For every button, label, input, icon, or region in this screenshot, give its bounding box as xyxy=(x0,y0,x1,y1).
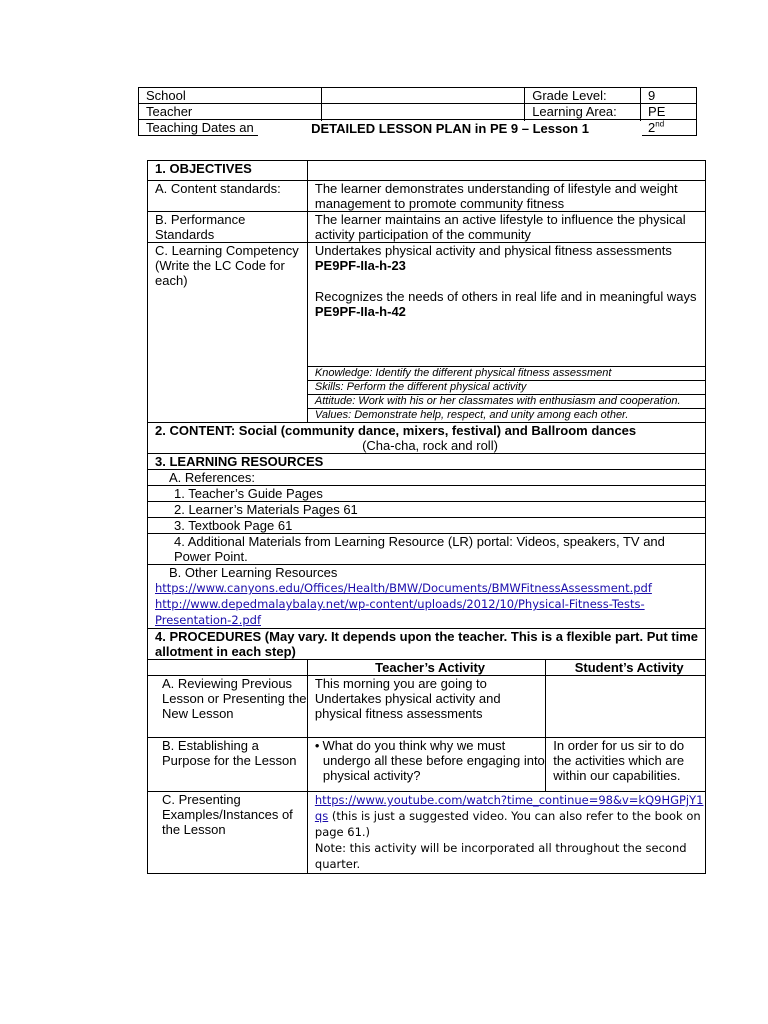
resource-link-deped[interactable]: http://www.depedmalaybalay.net/wp-content/uploads/2012/10/Physical-Fitness-Tests-Presentation-2.pdf xyxy=(155,597,645,627)
school-label: School xyxy=(139,88,322,104)
youtube-video-link[interactable]: https://www.youtube.com/watch?time_continue=98&v=kQ9HGPjY1qs xyxy=(314,793,704,823)
learning-competency-text: Undertakes physical activity and physical fitness assessments PE9PF-IIa-h-23 Recognizes the needs of others in real life and in meaningful ways PE9PF-IIa-h-42 xyxy=(307,243,705,367)
resource-link-canyons[interactable]: https://www.canyons.edu/Offices/Health/BMW/Documents/BMWFitnessAssessment.pdf xyxy=(155,581,652,595)
reference-4: 4. Additional Materials from Learning Resource (LR) portal: Videos, speakers, TV and Power Point. xyxy=(148,534,706,565)
procedure-b-teacher: • What do you think why we must undergo all these before engaging into physical activity? xyxy=(307,738,545,792)
document-title: DETAILED LESSON PLAN in PE 9 – Lesson 1 xyxy=(258,121,642,137)
procedure-c-label: C. Presenting Examples/Instances of the Lesson xyxy=(148,792,308,874)
procedure-c-teacher: https://www.youtube.com/watch?time_continue=98&v=kQ9HGPjY1qs (this is just a suggested video. You can also refer to the book on page 61.) Note: this activity will be incorporated all throughout the second quarter. xyxy=(307,792,705,874)
procedure-a-teacher: This morning you are going to Undertakes physical activity and physical fitness assessments xyxy=(307,676,545,738)
area-value: PE xyxy=(641,104,697,120)
reference-3: 3. Textbook Page 61 xyxy=(148,518,706,534)
lesson-table xyxy=(147,160,706,874)
objectives-heading: 1. OBJECTIVES xyxy=(148,161,308,181)
resources-heading: 3. LEARNING RESOURCES xyxy=(148,454,706,470)
skills-objective: Skills: Perform the different physical activity xyxy=(307,381,705,395)
procedure-b-label: B. Establishing a Purpose for the Lesson xyxy=(148,738,308,792)
reference-1: 1. Teacher’s Guide Pages xyxy=(148,486,706,502)
procedure-a-student xyxy=(546,676,706,738)
learning-competency-label: C. Learning Competency (Write the LC Code for each) xyxy=(148,243,308,423)
grade-label: Grade Level: xyxy=(525,88,641,104)
references-block: A. References: xyxy=(148,470,706,486)
procedure-b-student: In order for us sir to do the activities which are within our capabilities. xyxy=(546,738,706,792)
lc-code-1: PE9PF-IIa-h-23 xyxy=(314,258,406,273)
procedure-a-label: A. Reviewing Previous Lesson or Presenting the New Lesson xyxy=(148,676,308,738)
teacher-value xyxy=(321,104,525,120)
procedure-c-note: Note: this activity will be incorporated all throughout the second quarter. xyxy=(314,841,687,871)
student-activity-header: Student’s Activity xyxy=(546,660,706,676)
performance-standards-label: B. Performance Standards xyxy=(148,212,308,243)
other-resources: B. Other Learning Resources https://www.canyons.edu/Offices/Health/BMW/Documents/BMWFitnessAssessment.pdf http://www.depedmalaybalay.net/wp-content/uploads/2012/10/Physical-Fitness-Tests-Presentation-2.pdf xyxy=(148,565,706,629)
teacher-activity-header: Teacher’s Activity xyxy=(307,660,545,676)
procedures-heading: 4. PROCEDURES (May vary. It depends upon the teacher. This is a flexible part. Put time allotment in each step) xyxy=(148,629,706,660)
attitude-objective: Attitude: Work with his or her classmates with enthusiasm and cooperation. xyxy=(307,395,705,409)
content-standards-label: A. Content standards: xyxy=(148,181,308,212)
values-objective: Values: Demonstrate help, respect, and unity among each other. xyxy=(307,409,705,423)
content-standards-text: The learner demonstrates understanding of lifestyle and weight management to promote community fitness xyxy=(307,181,705,212)
school-value xyxy=(321,88,525,104)
lc-code-2: PE9PF-IIa-h-42 xyxy=(314,304,406,319)
content-section: 2. CONTENT: Social (community dance, mixers, festival) and Ballroom dances (Cha-cha, rock and roll) xyxy=(148,423,706,454)
area-label: Learning Area: xyxy=(525,104,641,120)
dates-label: Teaching Dates an xyxy=(139,120,322,136)
grade-value: 9 xyxy=(641,88,697,104)
teacher-label: Teacher xyxy=(139,104,322,120)
performance-standards-text: The learner maintains an active lifestyle to influence the physical activity participation of the community xyxy=(307,212,705,243)
quarter-value: 2nd xyxy=(641,120,697,136)
reference-2: 2. Learner’s Materials Pages 61 xyxy=(148,502,706,518)
knowledge-objective: Knowledge: Identify the different physical fitness assessment xyxy=(307,367,705,381)
